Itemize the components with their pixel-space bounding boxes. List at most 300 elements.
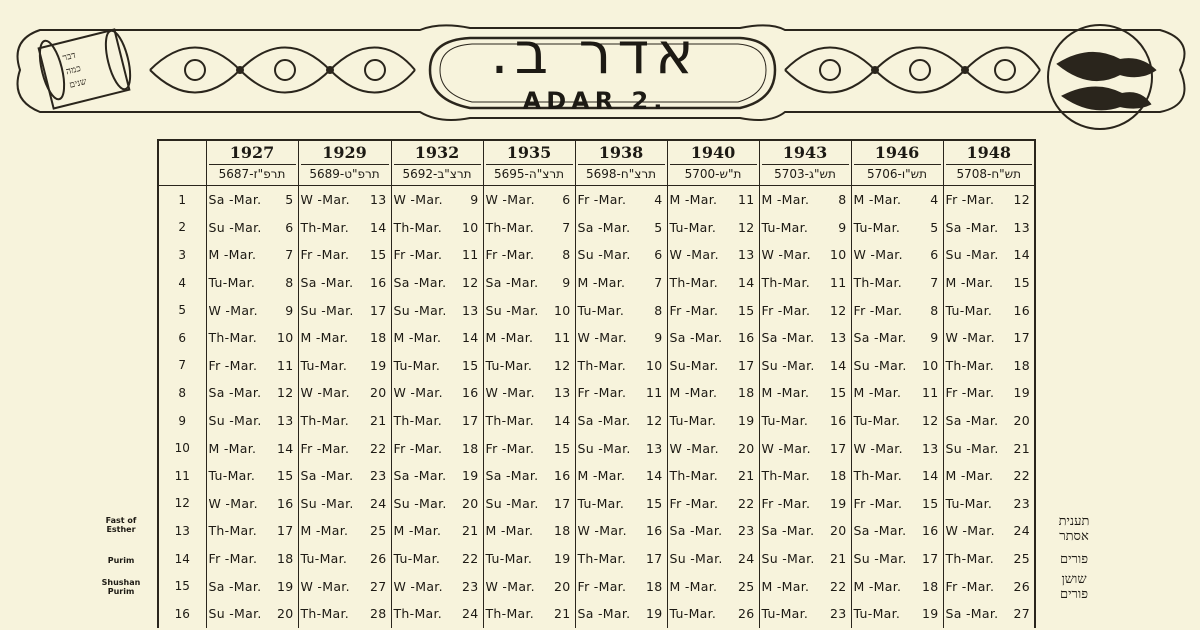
weekday-month: Th-Mar. <box>208 330 258 346</box>
weekday-month: Fr -Mar. <box>393 440 443 456</box>
weekday-month: Tu-Mar. <box>945 495 993 511</box>
ornamental-banner <box>0 0 1200 135</box>
weekday-month: Fr -Mar. <box>669 495 719 511</box>
day-number: 11 <box>645 385 663 401</box>
day-number: 24 <box>369 495 387 511</box>
day-number: 18 <box>645 578 663 594</box>
table-row <box>158 186 1035 214</box>
date-cell <box>483 296 575 324</box>
date-cell <box>667 600 759 628</box>
weekday-month: W -Mar. <box>485 192 535 208</box>
year-header-cell <box>298 140 391 186</box>
day-number: 20 <box>1013 413 1030 429</box>
weekday-month: Fr -Mar. <box>577 192 627 208</box>
day-number: 14 <box>369 219 387 235</box>
weekday-month: Sa -Mar. <box>577 219 631 235</box>
date-cell <box>667 490 759 518</box>
date-cell <box>575 572 667 600</box>
fast-of-esther-hebrew-label: תענית אסתר <box>1058 514 1090 544</box>
header-corner <box>158 140 206 186</box>
calendar-body <box>158 186 1035 628</box>
day-number: 13 <box>829 330 847 346</box>
weekday-month: Th-Mar. <box>485 413 535 429</box>
weekday-month: W -Mar. <box>208 302 258 318</box>
year-header-cell <box>575 140 667 186</box>
hebrew-year: תרצ"ה-5695 <box>486 164 573 182</box>
year-header-row <box>158 140 1035 186</box>
date-cell <box>667 324 759 352</box>
weekday-month: Sa -Mar. <box>208 578 262 594</box>
hebrew-year: תש"ו-5706 <box>854 164 941 182</box>
day-number: 4 <box>930 192 939 208</box>
date-cell <box>206 572 298 600</box>
weekday-month: Th-Mar. <box>761 275 811 291</box>
weekday-month: M -Mar. <box>669 578 718 594</box>
weekday-month: Sa -Mar. <box>485 275 539 291</box>
weekday-month: Fr -Mar. <box>945 578 995 594</box>
weekday-month: Sa -Mar. <box>945 413 999 429</box>
date-cell <box>667 545 759 573</box>
date-cell <box>391 296 483 324</box>
day-number: 8 <box>562 247 571 263</box>
date-cell <box>759 517 851 545</box>
gregorian-year: 1943 <box>782 143 828 162</box>
weekday-month: Su -Mar. <box>853 357 907 373</box>
weekday-month: Tu-Mar. <box>208 275 256 291</box>
weekday-month: Sa -Mar. <box>208 192 262 208</box>
date-cell <box>298 517 391 545</box>
date-cell <box>391 600 483 628</box>
day-number: 19 <box>369 357 387 373</box>
date-cell <box>298 324 391 352</box>
day-of-month: 15 <box>158 572 206 600</box>
date-cell <box>483 490 575 518</box>
weekday-month: Su -Mar. <box>485 495 539 511</box>
gregorian-year: 1929 <box>322 143 367 162</box>
day-number: 23 <box>829 606 847 622</box>
table-row <box>158 462 1035 490</box>
date-cell <box>943 379 1035 407</box>
date-cell <box>391 324 483 352</box>
date-cell <box>206 186 298 214</box>
weekday-month: Sa -Mar. <box>761 523 815 539</box>
day-number: 12 <box>737 219 755 235</box>
weekday-month: Tu-Mar. <box>853 219 901 235</box>
date-cell <box>206 600 298 628</box>
weekday-month: Fr -Mar. <box>669 302 719 318</box>
date-cell <box>759 269 851 297</box>
shushan-purim-label: Shushan Purim <box>101 578 141 596</box>
hebrew-year: ת"ש-5700 <box>670 164 757 182</box>
day-of-month: 7 <box>158 352 206 380</box>
weekday-month: Sa -Mar. <box>577 606 631 622</box>
day-number: 10 <box>645 357 663 373</box>
table-row <box>158 214 1035 242</box>
date-cell <box>575 462 667 490</box>
date-cell <box>943 214 1035 242</box>
date-cell <box>483 379 575 407</box>
date-cell <box>206 490 298 518</box>
weekday-month: W -Mar. <box>945 523 995 539</box>
weekday-month: M -Mar. <box>761 192 810 208</box>
day-number: 26 <box>369 551 387 567</box>
day-number: 21 <box>461 523 479 539</box>
date-cell <box>298 462 391 490</box>
weekday-month: Sa -Mar. <box>485 468 539 484</box>
weekday-month: W -Mar. <box>669 440 719 456</box>
weekday-month: Su -Mar. <box>577 247 631 263</box>
day-number: 19 <box>461 468 479 484</box>
weekday-month: W -Mar. <box>393 385 443 401</box>
weekday-month: Tu-Mar. <box>761 606 809 622</box>
weekday-month: M -Mar. <box>577 468 626 484</box>
day-number: 17 <box>461 413 479 429</box>
weekday-month: Tu-Mar. <box>300 551 348 567</box>
date-cell <box>759 490 851 518</box>
date-cell <box>943 600 1035 628</box>
table-row <box>158 407 1035 435</box>
hebrew-year: תש"ג-5703 <box>762 164 849 182</box>
date-cell <box>667 434 759 462</box>
date-cell <box>667 269 759 297</box>
date-cell <box>667 241 759 269</box>
date-cell <box>391 214 483 242</box>
date-cell <box>759 352 851 380</box>
date-cell <box>483 352 575 380</box>
year-header-cell <box>206 140 298 186</box>
date-cell <box>298 545 391 573</box>
weekday-month: W -Mar. <box>485 578 535 594</box>
weekday-month: Fr -Mar. <box>300 440 350 456</box>
weekday-month: M -Mar. <box>300 523 349 539</box>
day-number: 8 <box>654 302 663 318</box>
date-cell <box>391 241 483 269</box>
weekday-month: Sa -Mar. <box>853 330 907 346</box>
date-cell <box>206 517 298 545</box>
weekday-month: M -Mar. <box>393 330 442 346</box>
gregorian-year: 1927 <box>229 143 275 162</box>
day-number: 17 <box>645 551 663 567</box>
day-number: 21 <box>369 413 387 429</box>
date-cell <box>667 214 759 242</box>
date-cell <box>391 434 483 462</box>
weekday-month: W -Mar. <box>393 192 443 208</box>
day-number: 26 <box>737 606 755 622</box>
weekday-month: Tu-Mar. <box>761 219 809 235</box>
date-cell <box>206 545 298 573</box>
date-cell <box>483 572 575 600</box>
date-cell <box>483 517 575 545</box>
day-number: 14 <box>553 413 571 429</box>
weekday-month: Th-Mar. <box>485 219 535 235</box>
date-cell <box>851 545 943 573</box>
day-number: 11 <box>553 330 571 346</box>
day-number: 10 <box>921 357 939 373</box>
day-number: 23 <box>737 523 755 539</box>
weekday-month: Fr -Mar. <box>485 247 535 263</box>
day-number: 14 <box>276 440 294 456</box>
day-number: 18 <box>921 578 939 594</box>
date-cell <box>391 352 483 380</box>
day-number: 5 <box>930 219 939 235</box>
date-cell <box>943 324 1035 352</box>
weekday-month: Sa -Mar. <box>669 330 723 346</box>
day-number: 20 <box>276 606 294 622</box>
weekday-month: M -Mar. <box>853 385 902 401</box>
day-number: 14 <box>737 275 755 291</box>
date-cell <box>298 434 391 462</box>
date-cell <box>206 379 298 407</box>
date-cell <box>759 214 851 242</box>
day-number: 9 <box>654 330 663 346</box>
day-number: 17 <box>921 551 939 567</box>
day-number: 12 <box>276 385 294 401</box>
day-number: 20 <box>737 440 755 456</box>
table-row <box>158 296 1035 324</box>
english-month-title: ADAR 2. <box>522 87 668 115</box>
weekday-month: Fr -Mar. <box>853 495 903 511</box>
weekday-month: Sa -Mar. <box>577 413 631 429</box>
day-number: 28 <box>369 606 387 622</box>
date-cell <box>206 214 298 242</box>
date-cell <box>298 379 391 407</box>
day-number: 9 <box>470 192 479 208</box>
weekday-month: Su -Mar. <box>761 551 815 567</box>
date-cell <box>391 490 483 518</box>
weekday-month: W -Mar. <box>300 192 350 208</box>
weekday-month: Sa -Mar. <box>300 275 354 291</box>
table-row <box>158 600 1035 628</box>
weekday-month: Sa -Mar. <box>761 330 815 346</box>
date-cell <box>943 490 1035 518</box>
date-cell <box>483 434 575 462</box>
date-cell <box>391 269 483 297</box>
table-row <box>158 379 1035 407</box>
weekday-month: Su -Mar. <box>669 551 723 567</box>
weekday-month: Su-Mar. <box>669 357 719 373</box>
date-cell <box>206 324 298 352</box>
weekday-month: M -Mar. <box>761 385 810 401</box>
day-number: 12 <box>645 413 663 429</box>
date-cell <box>575 600 667 628</box>
day-number: 25 <box>369 523 387 539</box>
day-number: 12 <box>461 275 479 291</box>
day-number: 11 <box>829 275 847 291</box>
weekday-month: Fr -Mar. <box>485 440 535 456</box>
date-cell <box>391 186 483 214</box>
day-number: 19 <box>737 413 755 429</box>
calendar-table <box>157 139 1036 628</box>
day-number: 14 <box>1013 247 1030 263</box>
day-number: 15 <box>276 468 294 484</box>
date-cell <box>391 379 483 407</box>
weekday-month: Sa -Mar. <box>853 523 907 539</box>
year-header-cell <box>667 140 759 186</box>
weekday-month: Fr -Mar. <box>945 192 995 208</box>
day-number: 17 <box>369 302 387 318</box>
weekday-month: M -Mar. <box>485 523 534 539</box>
weekday-month: M -Mar. <box>945 468 994 484</box>
day-number: 19 <box>921 606 939 622</box>
day-number: 6 <box>654 247 663 263</box>
weekday-month: Th-Mar. <box>300 219 350 235</box>
date-cell <box>667 352 759 380</box>
weekday-month: Su -Mar. <box>208 219 262 235</box>
date-cell <box>391 407 483 435</box>
year-header-cell <box>943 140 1035 186</box>
weekday-month: W -Mar. <box>669 247 719 263</box>
day-number: 18 <box>553 523 571 539</box>
day-number: 15 <box>369 247 387 263</box>
weekday-month: W -Mar. <box>945 330 995 346</box>
day-number: 7 <box>654 275 663 291</box>
year-header-cell <box>759 140 851 186</box>
day-of-month: 9 <box>158 407 206 435</box>
date-cell <box>483 324 575 352</box>
date-cell <box>851 352 943 380</box>
day-number: 17 <box>737 357 755 373</box>
weekday-month: Tu-Mar. <box>577 495 625 511</box>
weekday-month: W -Mar. <box>853 247 903 263</box>
weekday-month: Su -Mar. <box>485 302 539 318</box>
date-cell <box>391 462 483 490</box>
gregorian-year: 1932 <box>414 143 460 162</box>
purim-hebrew-label: פורים <box>1059 552 1089 567</box>
weekday-month: Fr -Mar. <box>761 302 811 318</box>
day-number: 10 <box>461 219 479 235</box>
day-number: 16 <box>461 385 479 401</box>
day-number: 18 <box>369 330 387 346</box>
day-number: 19 <box>829 495 847 511</box>
day-number: 13 <box>553 385 571 401</box>
weekday-month: Tu-Mar. <box>669 413 717 429</box>
weekday-month: Sa -Mar. <box>393 275 447 291</box>
day-number: 14 <box>829 357 847 373</box>
weekday-month: Th-Mar. <box>485 606 535 622</box>
day-number: 6 <box>562 192 571 208</box>
day-number: 23 <box>1013 495 1030 511</box>
hebrew-month-title: אדר ב. <box>490 19 700 87</box>
weekday-month: Fr -Mar. <box>208 357 258 373</box>
day-of-month: 12 <box>158 490 206 518</box>
date-cell <box>483 269 575 297</box>
day-number: 17 <box>553 495 571 511</box>
day-of-month: 4 <box>158 269 206 297</box>
day-number: 18 <box>1013 357 1030 373</box>
weekday-month: M -Mar. <box>669 385 718 401</box>
year-header-cell <box>483 140 575 186</box>
day-number: 22 <box>369 440 387 456</box>
table-row <box>158 434 1035 462</box>
weekday-month: Fr -Mar. <box>577 385 627 401</box>
weekday-month: Su -Mar. <box>300 302 354 318</box>
date-cell <box>298 296 391 324</box>
weekday-month: Th-Mar. <box>393 219 443 235</box>
day-number: 16 <box>276 495 294 511</box>
date-cell <box>575 296 667 324</box>
day-number: 22 <box>1013 468 1030 484</box>
weekday-month: Su -Mar. <box>945 247 999 263</box>
date-cell <box>483 214 575 242</box>
weekday-month: Su -Mar. <box>208 606 262 622</box>
date-cell <box>759 600 851 628</box>
day-number: 22 <box>829 578 847 594</box>
day-number: 8 <box>930 302 939 318</box>
day-of-month: 8 <box>158 379 206 407</box>
day-number: 16 <box>369 275 387 291</box>
day-number: 22 <box>461 551 479 567</box>
weekday-month: Th-Mar. <box>853 275 903 291</box>
weekday-month: M -Mar. <box>208 247 257 263</box>
date-cell <box>667 462 759 490</box>
weekday-month: Sa -Mar. <box>945 219 999 235</box>
weekday-month: W -Mar. <box>300 578 350 594</box>
weekday-month: Fr -Mar. <box>208 551 258 567</box>
weekday-month: Tu-Mar. <box>669 219 717 235</box>
weekday-month: Su -Mar. <box>945 440 999 456</box>
date-cell <box>943 572 1035 600</box>
day-number: 15 <box>921 495 939 511</box>
date-cell <box>575 214 667 242</box>
weekday-month: Fr -Mar. <box>393 247 443 263</box>
weekday-month: Su -Mar. <box>300 495 354 511</box>
weekday-month: Th-Mar. <box>945 551 995 567</box>
day-number: 20 <box>461 495 479 511</box>
weekday-month: Tu-Mar. <box>393 551 441 567</box>
weekday-month: Th-Mar. <box>300 606 350 622</box>
date-cell <box>759 434 851 462</box>
day-number: 25 <box>1013 551 1030 567</box>
day-of-month: 14 <box>158 545 206 573</box>
day-number: 4 <box>654 192 663 208</box>
day-number: 21 <box>737 468 755 484</box>
day-number: 11 <box>276 357 294 373</box>
day-number: 13 <box>737 247 755 263</box>
date-cell <box>575 324 667 352</box>
day-number: 23 <box>461 578 479 594</box>
date-cell <box>943 434 1035 462</box>
date-cell <box>298 572 391 600</box>
weekday-month: M -Mar. <box>853 578 902 594</box>
weekday-month: Tu-Mar. <box>393 357 441 373</box>
weekday-month: M -Mar. <box>669 192 718 208</box>
weekday-month: M -Mar. <box>945 275 994 291</box>
date-cell <box>667 572 759 600</box>
weekday-month: M -Mar. <box>853 192 902 208</box>
date-cell <box>851 241 943 269</box>
date-cell <box>943 296 1035 324</box>
weekday-month: M -Mar. <box>393 523 442 539</box>
weekday-month: Tu-Mar. <box>485 551 533 567</box>
hebrew-year: תרצ"ח-5698 <box>578 164 665 182</box>
weekday-month: W -Mar. <box>300 385 350 401</box>
date-cell <box>575 186 667 214</box>
date-cell <box>391 572 483 600</box>
day-number: 5 <box>654 219 663 235</box>
day-of-month: 6 <box>158 324 206 352</box>
day-number: 15 <box>737 302 755 318</box>
weekday-month: W -Mar. <box>208 495 258 511</box>
date-cell <box>575 517 667 545</box>
day-number: 12 <box>1013 192 1030 208</box>
day-of-month: 13 <box>158 517 206 545</box>
day-number: 15 <box>1013 275 1030 291</box>
day-number: 16 <box>1013 302 1030 318</box>
day-number: 10 <box>553 302 571 318</box>
day-number: 16 <box>645 523 663 539</box>
date-cell <box>206 434 298 462</box>
day-number: 23 <box>369 468 387 484</box>
